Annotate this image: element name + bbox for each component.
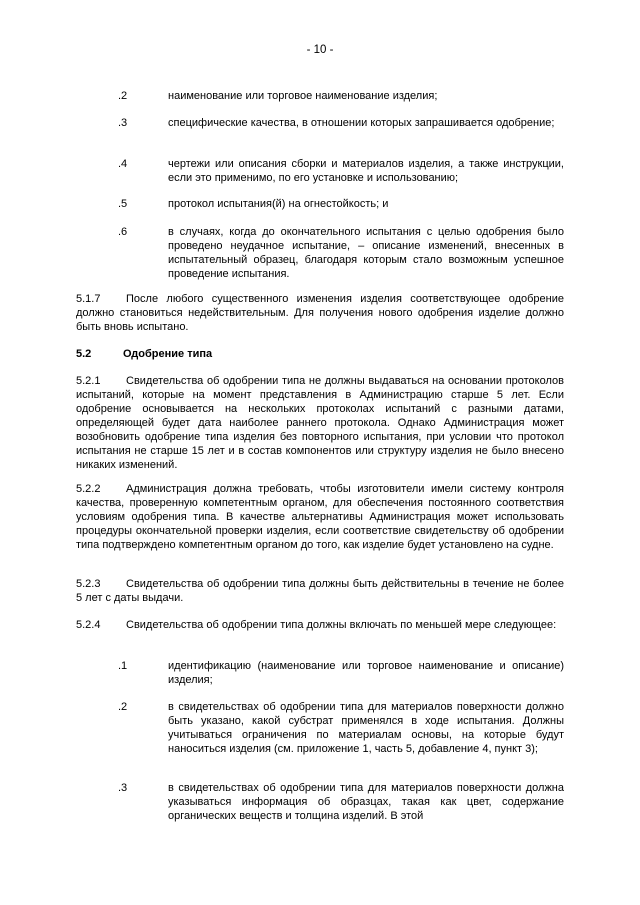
paragraph-text: Свидетельства об одобрении типа не должны выдаваться на основании протоколов испытаний, которые на момент представления в Администрацию старше 5 лет. Если одобрение основывается на нескольких протоколах испытаний с разными датами, определяющей будет дата наиболее раннего протокола. Однако Администрация может возобновить одобрение типа изделия без повторного испытания, при условии что протокол испытания не старше 15 лет и в состав компонентов или структуру изделия не было внесено никаких изменений. [76, 375, 564, 471]
item-number: .3 [118, 782, 128, 794]
item-number: .5 [118, 198, 128, 210]
item-text: в свидетельствах об одобрении типа для материалов поверхности должна указываться информация об образцах, такая как цвет, содержание органических веществ и толщина изделий. В этой [168, 782, 564, 822]
item-number: .1 [118, 660, 128, 672]
item-number: .6 [118, 226, 128, 238]
list-item [118, 89, 564, 103]
item-number: .2 [118, 701, 128, 713]
list-item [118, 157, 564, 185]
paragraph-number: 5.2.2 [76, 483, 101, 495]
item-text: в случаях, когда до окончательного испытания с целью одобрения было проведено неудачное испытание, – описание изменений, внесенных в испытательный образец, благодаря которым стало возможным успешное проведение испытания. [168, 226, 564, 280]
paragraph-text: Администрация должна требовать, чтобы изготовители имели систему контроля качества, проверенную компетентным органом, для обеспечения постоянного соответствия условиям одобрения типа. В качестве альтернативы Администрация может использовать процедуры окончательной проверки изделия, если соответствие свидетельству об одобрении типа подтверждено компетентным органом до того, как изделие будет установлено на судне. [76, 483, 564, 551]
section-title: Одобрение типа [123, 348, 213, 360]
paragraph-number: 5.2.3 [76, 578, 101, 590]
paragraph-text: Свидетельства об одобрении типа должны быть действительны в течение не более 5 лет с даты выдачи. [76, 578, 564, 604]
list-item [118, 116, 564, 130]
paragraph-5-2-3 [76, 577, 564, 605]
item-number: .4 [118, 158, 128, 170]
item-text: специфические качества, в отношении которых запрашивается одобрение; [168, 117, 555, 129]
paragraph-5-1-7 [76, 292, 564, 334]
list-item [118, 781, 564, 823]
paragraph-number: 5.1.7 [76, 293, 101, 305]
item-text: наименование или торговое наименование изделия; [168, 90, 438, 102]
paragraph-text: Свидетельства об одобрении типа должны включать по меньшей мере следующее: [126, 619, 557, 631]
list-item [118, 659, 564, 687]
paragraph-5-2-4 [76, 618, 564, 632]
item-text: в свидетельствах об одобрении типа для материалов поверхности должно быть указано, какой субстрат применялся в ходе испытания. Должны учитываться ограничения по материалам основы, на которые будут наноситься изделия (см. приложение 1, часть 5, добавление 4, пункт 3); [168, 701, 564, 755]
paragraph-5-2-1 [76, 374, 564, 472]
paragraph-number: 5.2.1 [76, 375, 101, 387]
item-text: чертежи или описания сборки и материалов изделия, а также инструкции, если это применимо, по его установке и использованию; [168, 158, 564, 184]
page-number: - 10 - [306, 44, 334, 56]
item-number: .3 [118, 117, 128, 129]
paragraph-text: После любого существенного изменения изделия соответствующее одобрение должно становиться недействительным. Для получения нового одобрения изделие должно быть вновь испытано. [76, 293, 564, 333]
list-item [118, 225, 564, 281]
list-item [118, 700, 564, 756]
section-number: 5.2 [76, 348, 92, 360]
item-text: идентификацию (наименование или торговое наименование и описание) изделия; [168, 660, 564, 686]
section-heading [76, 347, 564, 361]
paragraph-number: 5.2.4 [76, 619, 101, 631]
item-text: протокол испытания(й) на огнестойкость; и [168, 198, 389, 210]
paragraph-5-2-2 [76, 482, 564, 552]
item-number: .2 [118, 90, 128, 102]
list-item [118, 197, 564, 211]
